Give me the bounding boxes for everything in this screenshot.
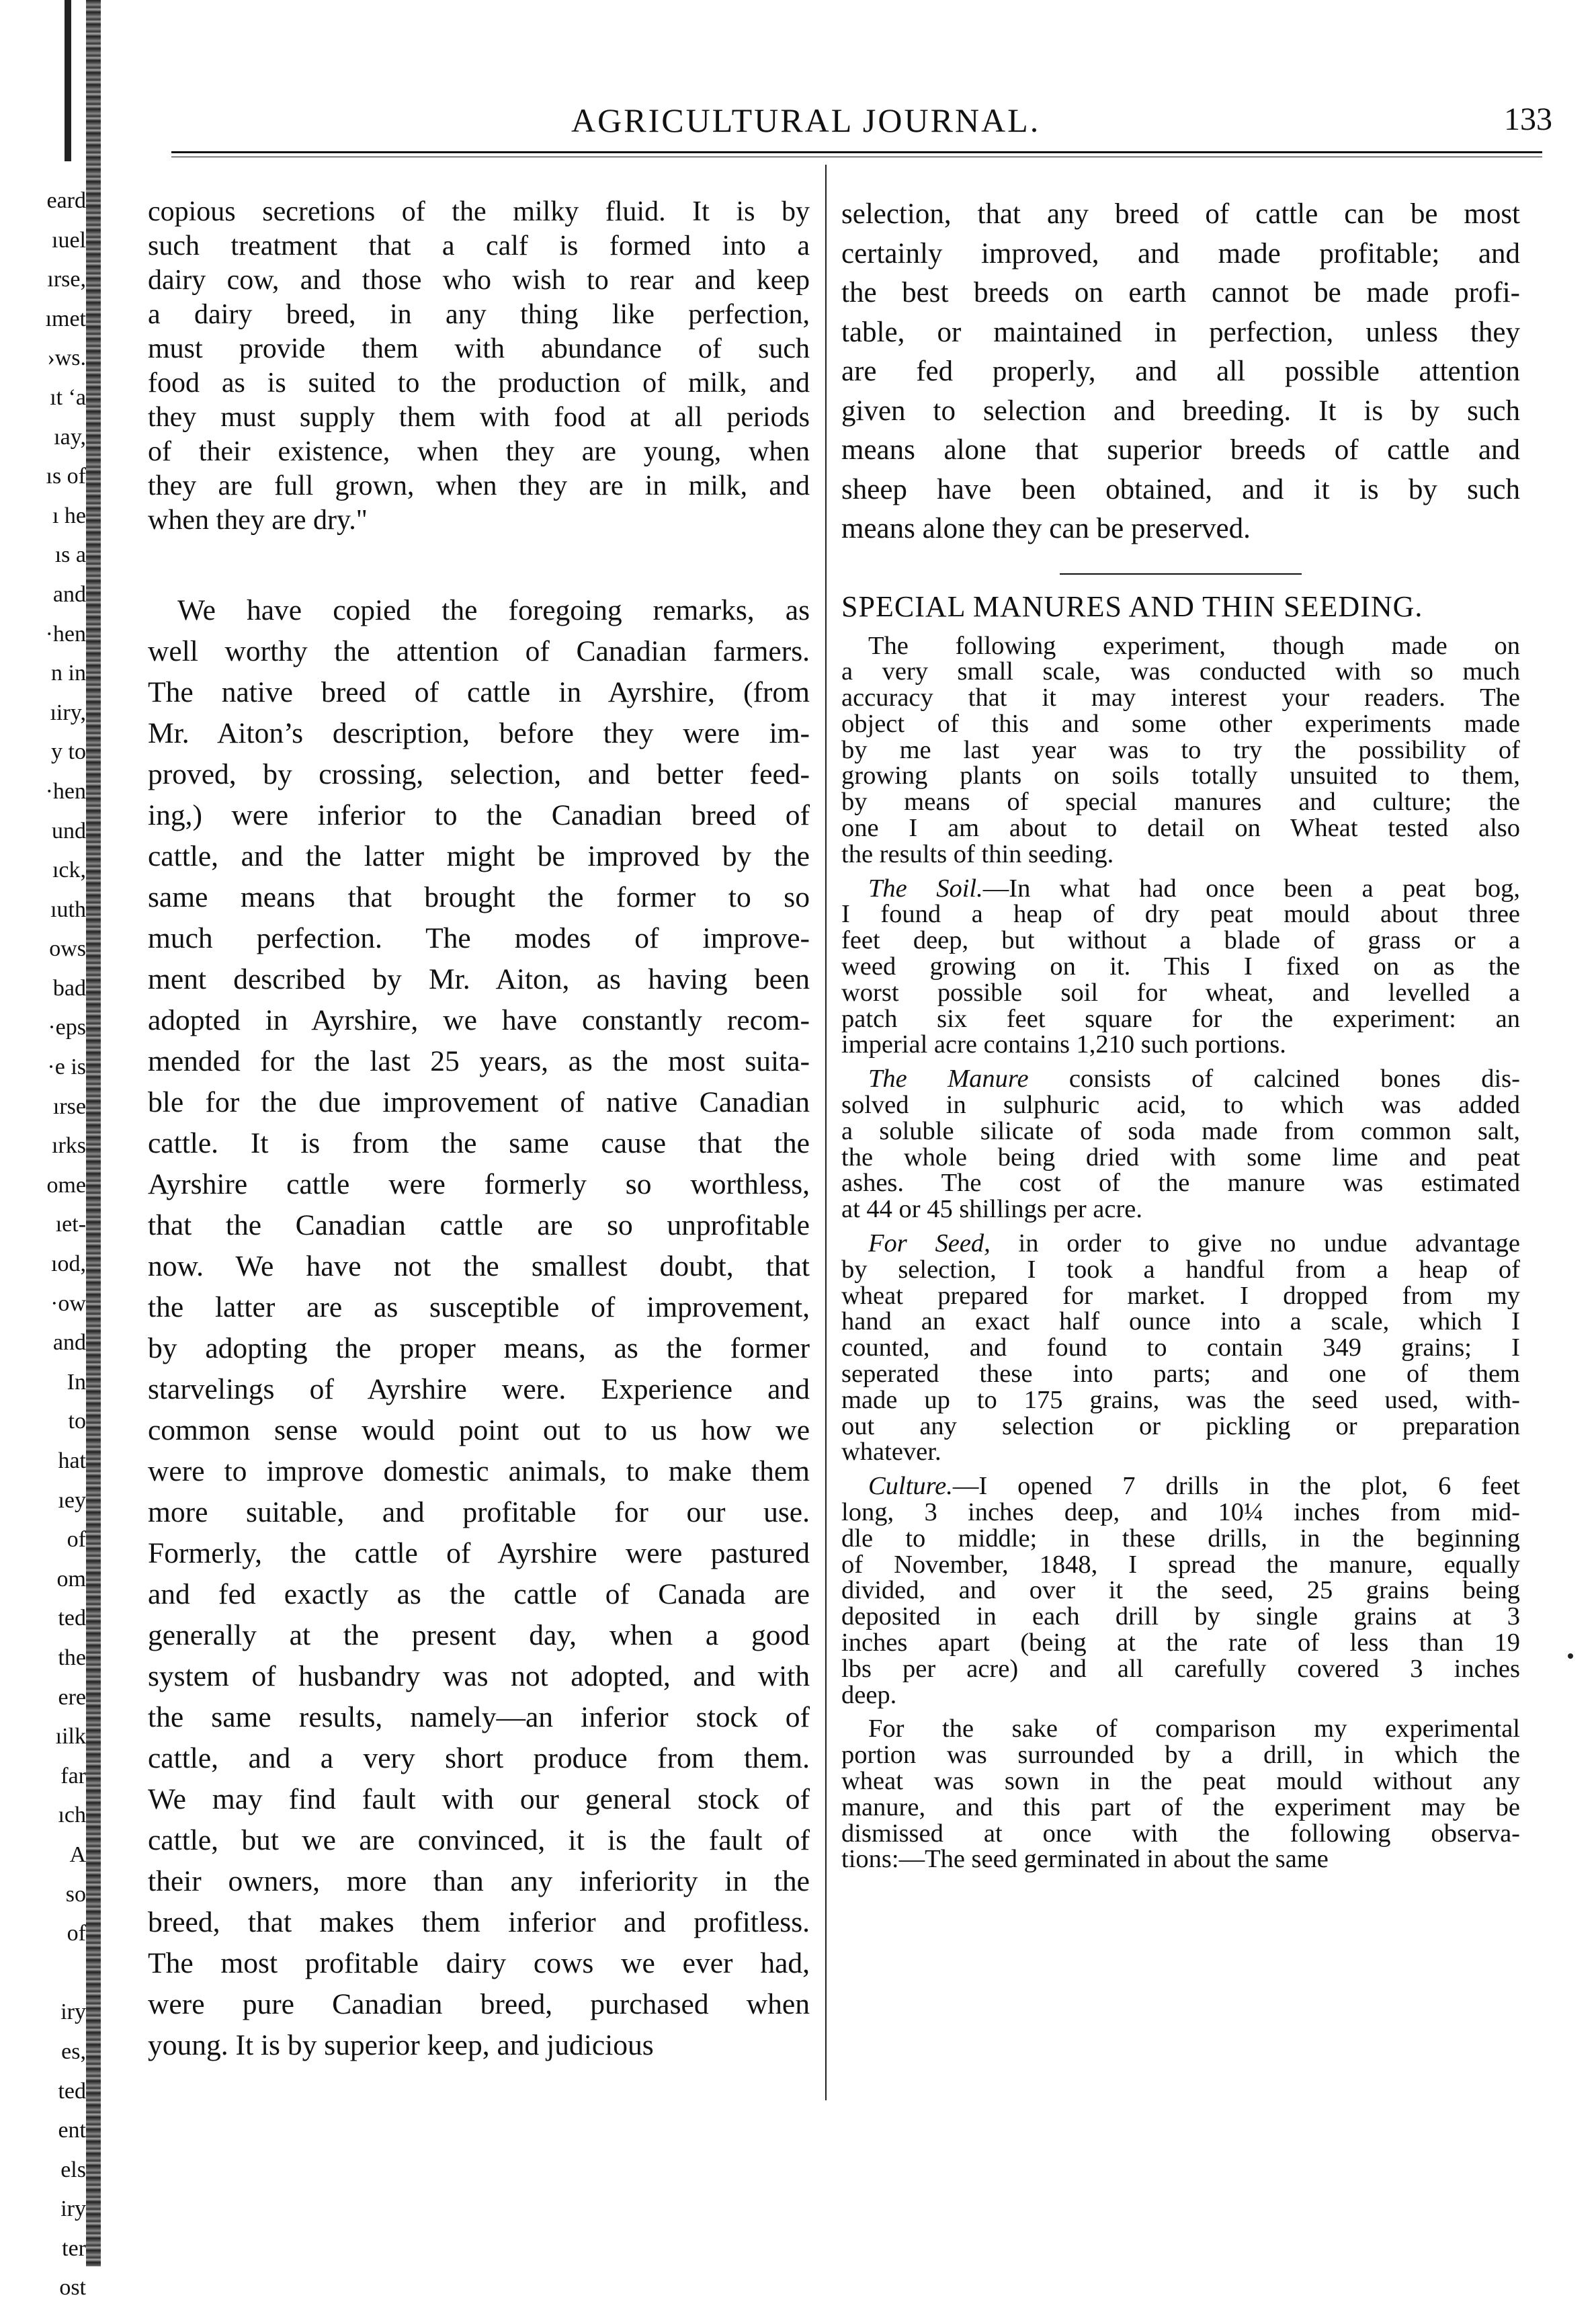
text-line: they are full grown, when they are in milk, and (148, 470, 810, 501)
text-line: the best breeds on earth cannot be made profi- (841, 277, 1520, 308)
text-line-rest: —I opened 7 drills in the plot, 6 feet (952, 1472, 1520, 1501)
text-line: For the sake of comparison my experimental (868, 1715, 1520, 1743)
margin-fragment: ıuel (52, 227, 86, 253)
text-line: certainly improved, and made profitable; and (841, 237, 1520, 270)
text-line-rest: consists of calcined bones dis- (1028, 1065, 1520, 1094)
margin-fragment (0, 1954, 86, 1993)
ink-speck (1568, 1653, 1573, 1659)
text-line: same means that brought the former to so (148, 881, 810, 913)
text-line: feet deep, but without a blade of grass or a (841, 926, 1520, 955)
margin-fragment: n in (51, 661, 86, 686)
text-line: cattle, but we are convinced, it is the fault of (148, 1824, 810, 1856)
margin-fragment: and (52, 581, 86, 607)
text-line: means alone that superior breeds of cattle and (841, 434, 1520, 466)
margin-fragment: to (68, 1409, 86, 1434)
text-line: were to improve domestic animals, to make them (148, 1455, 810, 1487)
header-rule (171, 151, 1542, 153)
margin-fragment: ıs of (46, 464, 86, 489)
text-line: Formerly, the cattle of Ayrshire were pastured (148, 1537, 810, 1569)
text-line (841, 876, 1520, 902)
margin-fragment: ı he (52, 503, 86, 528)
margin-fragment: ıey (58, 1487, 86, 1513)
text-line: weed growing on it. This I fixed on as the (841, 952, 1520, 981)
text-line: means alone they can be preserved. (841, 513, 1251, 544)
binding-gutter (86, 0, 101, 2266)
text-line: worst possible soil for wheat, and levelled a (841, 978, 1520, 1007)
text-line (841, 1066, 1520, 1092)
text-line: deep. (841, 1680, 897, 1709)
text-line: given to selection and breeding. It is by such (841, 395, 1520, 427)
text-line: young. It is by superior keep, and judicious (148, 2029, 654, 2061)
section-separator (1060, 573, 1302, 575)
text-line: when they are dry." (148, 505, 368, 536)
column-divider (825, 165, 827, 2100)
text-line: dairy cow, and those who wish to rear and keep (148, 265, 810, 296)
text-line: accuracy that it may interest your readers. The (841, 684, 1520, 712)
text-line: dismissed at once with the following observa- (841, 1819, 1520, 1848)
text-line: a soluble silicate of soda made from common salt, (841, 1116, 1520, 1145)
text-line: were pure Canadian breed, purchased when (148, 1988, 810, 2020)
text-line: are fed properly, and all possible attention (841, 356, 1520, 387)
soil-paragraph (841, 876, 1520, 1059)
margin-fragment: iry (60, 2000, 86, 2025)
text-line: seperated these into parts; and one of them (841, 1360, 1520, 1389)
text-line-rest: —In what had once been a peat bog, (982, 874, 1520, 903)
text-line: copious secretions of the milky fluid. It is by (148, 196, 810, 227)
left-column (148, 195, 810, 2066)
margin-fragment: ıs a (54, 542, 86, 568)
text-line: The native breed of cattle in Ayrshire, (from (148, 676, 810, 708)
text-line: starvelings of Ayrshire were. Experience and (148, 1373, 810, 1405)
text-line: proved, by crossing, selection, and better feed- (148, 758, 810, 790)
text-line: mended for the last 25 years, as the most suita- (148, 1045, 810, 1077)
text-line: long, 3 inches deep, and 10¼ inches from mid- (841, 1498, 1520, 1526)
margin-fragment: ost (59, 2275, 86, 2301)
text-line: imperial acre contains 1,210 such portions. (841, 1030, 1286, 1059)
margin-fragment: ımet (45, 306, 86, 331)
margin-fragment: ıck, (52, 858, 86, 883)
margin-fragment: und (52, 818, 86, 843)
facing-page-margin-fragments (0, 181, 86, 2308)
text-line: ment described by Mr. Aiton, as having been (148, 963, 810, 995)
text-line: adopted in Ayrshire, we have constantly recom- (148, 1004, 810, 1036)
intro-paragraph (841, 633, 1520, 868)
text-line: the same results, namely—an inferior stock of (148, 1701, 810, 1733)
text-line: the results of thin seeding. (841, 839, 1114, 868)
journal-title: AGRICULTURAL JOURNAL. (571, 101, 1041, 139)
text-line: ing,) were inferior to the Canadian breed of (148, 799, 810, 831)
text-line: cattle. It is from the same cause that the (148, 1127, 810, 1159)
culture-paragraph (841, 1473, 1520, 1708)
text-line: must provide them with abundance of such (148, 333, 810, 364)
text-line: out any selection or pickling or preparation (841, 1411, 1520, 1440)
margin-fragment: ows (49, 936, 86, 962)
text-line: ble for the due improvement of native Canadian (148, 1086, 810, 1118)
text-line: I found a heap of dry peat mould about three (841, 900, 1520, 929)
text-line: object of this and some other experiments made (841, 709, 1520, 738)
margin-fragment: ·hen (45, 778, 86, 804)
text-line: The most profitable dairy cows we ever had, (148, 1947, 810, 1979)
margin-fragment: ırse (52, 1094, 86, 1119)
margin-fragment: ter (62, 2235, 86, 2261)
text-line: selection, that any breed of cattle can be most (841, 198, 1520, 230)
text-line: well worthy the attention of Canadian farmers. (148, 635, 810, 667)
text-line: counted, and found to contain 349 grains; I (841, 1333, 1520, 1362)
text-line: food as is suited to the production of milk, and (148, 368, 810, 399)
margin-fragment: of (67, 1527, 86, 1553)
text-line: solved in sulphuric acid, to which was added (841, 1091, 1520, 1120)
text-line: sheep have been obtained, and it is by such (841, 473, 1520, 505)
text-line: The following experiment, though made on (868, 631, 1520, 660)
run-in-heading: Culture. (868, 1472, 953, 1501)
text-line: by selection, I took a handful from a heap of (841, 1255, 1520, 1284)
text-line: growing plants on soils totally unsuited to them, (841, 761, 1520, 790)
margin-fragment: ent (58, 2118, 86, 2143)
text-line: breed, that makes them inferior and profitless. (148, 1906, 810, 1938)
run-in-heading: For Seed, (868, 1229, 991, 1258)
text-line: deposited in each drill by single grains at 3 (841, 1602, 1520, 1631)
text-line: the whole being dried with some lime and peat (841, 1143, 1520, 1171)
text-line: such treatment that a calf is formed into a (148, 231, 810, 261)
text-line: cattle, and the latter might be improved by the (148, 840, 810, 872)
margin-fragment: ırks (52, 1133, 86, 1159)
margin-fragment: ıch (58, 1803, 86, 1828)
text-line: a dairy breed, in any thing like perfection, (148, 299, 810, 330)
editorial-paragraph (148, 590, 810, 2066)
editorial-paragraph-end (841, 195, 1520, 549)
page-number: 133 (1504, 101, 1552, 137)
margin-fragment: hat (58, 1448, 86, 1473)
text-line: ashes. The cost of the manure was estimated (841, 1169, 1520, 1198)
text-line: and fed exactly as the cattle of Canada are (148, 1578, 810, 1610)
margin-fragment: In (67, 1369, 86, 1395)
text-line: of their existence, when they are young, when (148, 436, 810, 467)
margin-fragment: ·hen (45, 621, 86, 647)
article-body (841, 633, 1520, 1873)
margin-fragment: ome (46, 1172, 86, 1198)
margin-fragment: ırse, (47, 267, 86, 292)
margin-fragment: of (67, 1921, 86, 1946)
margin-fragment: ere (58, 1684, 86, 1710)
margin-fragment: ·eps (48, 1015, 86, 1040)
margin-fragment: ·ow (50, 1290, 86, 1316)
margin-fragment: ıilk (55, 1724, 86, 1749)
text-line: they must supply them with food at all periods (148, 402, 810, 433)
margin-fragment: ted (58, 1606, 86, 1631)
text-line: by adopting the proper means, as the former (148, 1332, 810, 1364)
text-line: manure, and this part of the experiment may be (841, 1792, 1520, 1821)
text-line: the latter are as susceptible of improvement, (148, 1291, 810, 1323)
margin-fragment: ›ws. (47, 345, 86, 371)
text-line: patch six feet square for the experiment: an (841, 1004, 1520, 1033)
run-in-heading: The Manure (868, 1065, 1029, 1094)
text-line: tions:—The seed germinated in about the same (841, 1845, 1329, 1874)
margin-fragment: ıet- (55, 1212, 86, 1237)
text-line: more suitable, and profitable for our use. (148, 1496, 810, 1528)
text-line (841, 1473, 1520, 1499)
text-line: at 44 or 45 shillings per acre. (841, 1195, 1142, 1224)
margin-fragment: ted (58, 2078, 86, 2104)
right-column (841, 195, 1520, 1881)
quote-continuation (148, 195, 810, 538)
margin-fragment: so (65, 1881, 86, 1907)
text-line: portion was surrounded by a drill, in which the (841, 1741, 1520, 1770)
text-line: now. We have not the smallest doubt, that (148, 1250, 810, 1282)
text-line: cattle, and a very short produce from them. (148, 1742, 810, 1774)
seed-paragraph (841, 1231, 1520, 1465)
text-line: by means of special manures and culture; the (841, 788, 1520, 817)
margin-fragment: A (69, 1842, 86, 1867)
margin-fragment: ıay, (54, 424, 86, 450)
text-line: a very small scale, was conducted with so much (841, 657, 1520, 686)
margin-fragment: eard (46, 188, 86, 213)
manure-paragraph (841, 1066, 1520, 1223)
margin-fragment: ıt ‘a (50, 384, 86, 410)
text-line: much perfection. The modes of improve- (148, 922, 810, 954)
margin-fragment: y to (51, 739, 86, 765)
text-line: by me last year was to try the possibility of (841, 735, 1520, 764)
text-line: that the Canadian cattle are so unprofitable (148, 1209, 810, 1241)
margin-fragment: iry (60, 2196, 86, 2222)
text-line: divided, and over it the seed, 25 grains being (841, 1576, 1520, 1605)
margin-fragment: es, (61, 2038, 86, 2064)
text-line: made up to 175 grains, was the seed used, with- (841, 1385, 1520, 1414)
text-line: We may find fault with our general stock of (148, 1783, 810, 1815)
text-line: wheat prepared for market. I dropped from my (841, 1281, 1520, 1310)
running-head (161, 101, 1552, 148)
text-line: common sense would point out to us how we (148, 1414, 810, 1446)
margin-fragment: the (58, 1645, 86, 1670)
binding-shadow (65, 0, 71, 161)
margin-fragment: ıod, (51, 1251, 86, 1277)
text-line: generally at the present day, when a good (148, 1619, 810, 1651)
text-line: We have copied the foregoing remarks, as (177, 594, 810, 626)
margin-fragment: and (52, 1330, 86, 1356)
margin-fragment: bad (52, 975, 86, 1001)
text-line: whatever. (841, 1438, 941, 1467)
text-line: table, or maintained in perfection, unless they (841, 316, 1520, 348)
text-line: one I am about to detail on Wheat tested also (841, 814, 1520, 843)
text-line-rest: in order to give no undue advantage (990, 1229, 1520, 1258)
text-line: system of husbandry was not adopted, and with (148, 1660, 810, 1692)
margin-fragment: far (60, 1763, 86, 1788)
margin-fragment: ·e is (47, 1055, 86, 1080)
text-line (841, 1231, 1520, 1257)
text-line: inches apart (being at the rate of less than 19 (841, 1628, 1520, 1657)
margin-fragment: els (60, 2157, 86, 2182)
text-line: Mr. Aiton’s description, before they were im- (148, 717, 810, 749)
text-line: hand an exact half ounce into a scale, which I (841, 1307, 1520, 1336)
section-title: SPECIAL MANURES AND THIN SEEDING. (841, 589, 1423, 623)
margin-fragment: ıiry, (50, 700, 86, 725)
run-in-heading: The Soil. (868, 874, 983, 903)
text-line: their owners, more than any inferiority in the (148, 1865, 810, 1897)
text-line: lbs per acre) and all carefully covered 3 inches (841, 1654, 1520, 1683)
margin-fragment: ıuth (50, 897, 86, 922)
text-line: of November, 1848, I spread the manure, equally (841, 1550, 1520, 1579)
text-line: wheat was sown in the peat mould without any (841, 1766, 1520, 1795)
text-line: Ayrshire cattle were formerly so worthless, (148, 1168, 810, 1200)
margin-fragment: om (56, 1566, 86, 1592)
text-line: dle to middle; in these drills, in the beginning (841, 1524, 1520, 1553)
comparison-paragraph (841, 1716, 1520, 1872)
